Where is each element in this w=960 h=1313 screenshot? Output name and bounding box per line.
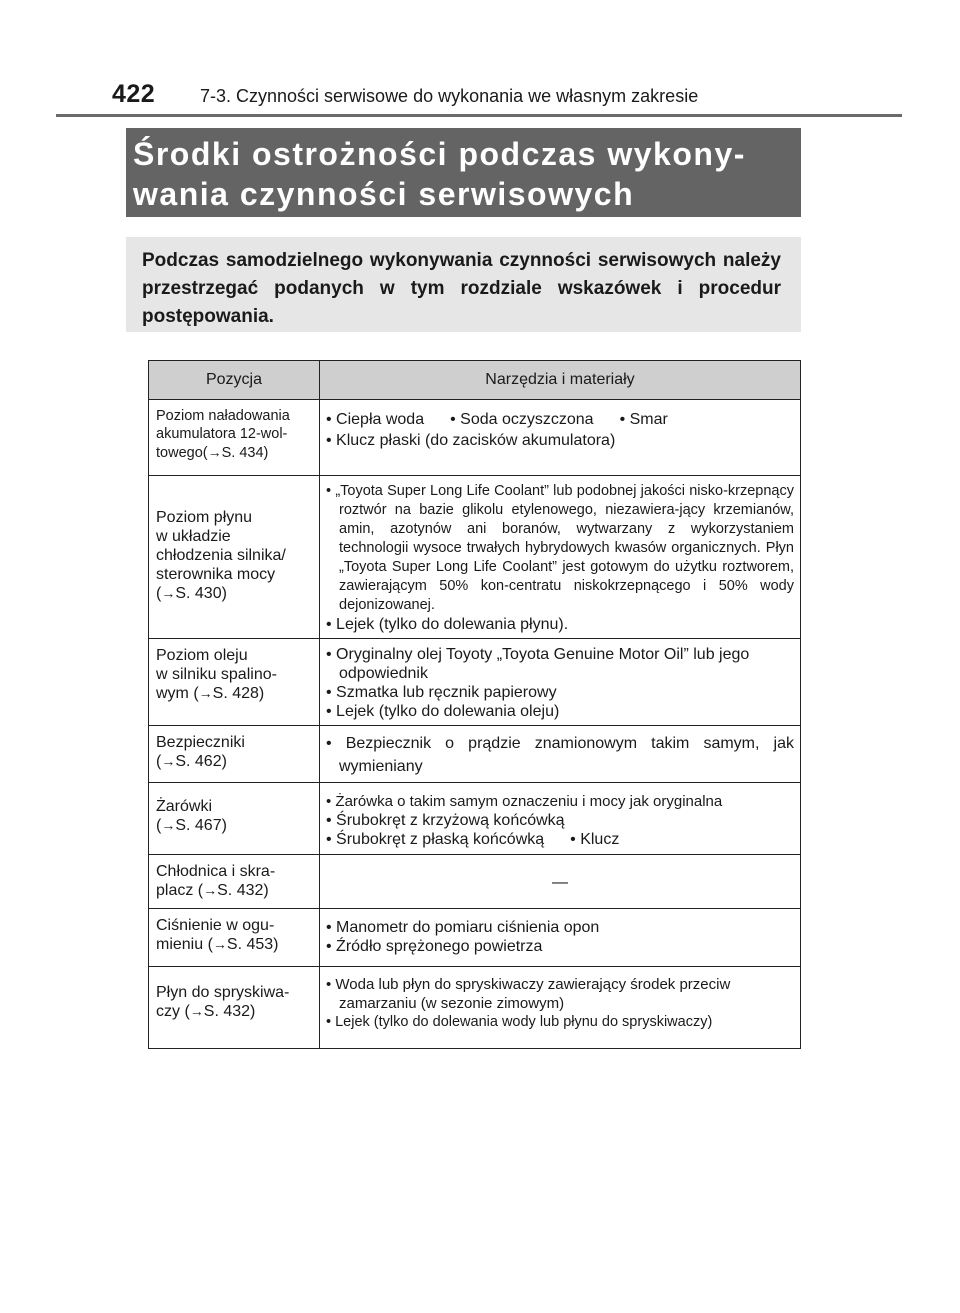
tools-table (148, 360, 801, 1049)
table-row (149, 783, 801, 855)
list-item: • Ciepła woda • Soda oczyszczona • Smar (326, 411, 668, 428)
page-header (112, 74, 902, 114)
page-number: 422 (112, 80, 156, 108)
table-row (149, 639, 801, 726)
section-title-line: Środki ostrożności podczas wykony- (133, 136, 746, 172)
page-reference[interactable]: S. 432) (217, 882, 269, 899)
table-row (149, 909, 801, 967)
arrow-right-icon: → (207, 444, 222, 460)
arrow-right-icon: → (189, 1003, 204, 1019)
position-cell: Poziom oleju w silniku spalino- wym (→S. 428) (149, 639, 320, 726)
position-cell: Ciśnienie w ogu- mieniu (→S. 453) (149, 909, 320, 967)
arrow-right-icon: → (161, 817, 176, 833)
list-item: • Lejek (tylko do dolewania wody lub płynu do spryskiwaczy) (326, 1014, 713, 1030)
list-item: • Oryginalny olej Toyoty „Toyota Genuine Motor Oil” lub jego odpowiednik (326, 646, 750, 682)
tools-cell (320, 639, 801, 726)
list-item: • Woda lub płyn do spryskiwaczy zawierający środek przeciw zamarzaniu (w sezonie zimowym) (326, 976, 731, 1012)
header-divider (56, 114, 902, 117)
tools-cell-empty: — (320, 855, 801, 909)
list-item: • Śrubokręt z płaską końcówką • Klucz (326, 831, 620, 848)
column-header-position: Pozycja (149, 361, 320, 400)
table-header-row (149, 361, 801, 400)
table-row (149, 476, 801, 639)
list-item: • Źródło sprężonego powietrza (326, 938, 543, 955)
table-row (149, 967, 801, 1049)
list-item: • Lejek (tylko do dolewania płynu). (326, 616, 569, 633)
arrow-right-icon: → (212, 936, 227, 952)
page-reference[interactable]: S. 428) (212, 685, 265, 702)
tools-cell (320, 967, 801, 1049)
tools-cell (320, 726, 801, 783)
list-item: • „Toyota Super Long Life Coolant” lub podobnej jakości nisko-krzepnący roztwór na bazie glikolu etylenowego, niezawiera-jący krzemianów, amin, azotynów ani boranów, wytwarzany z wykorzystaniem technologii wysoce trwałych hybrydowych kwasów organicznych. Płyn „Toyota Super Long Life Coolant” jest gotowym do użytku roztworem, zawierającym 50% kon-centratu niskokrzepnącego i 50% wody dejonizowanej. (326, 483, 794, 613)
tools-cell (320, 400, 801, 476)
position-cell: Poziom płynu w układzie chłodzenia silnika/ sterownika mocy (→S. 430) (149, 476, 320, 639)
position-cell: Bezpieczniki (→S. 462) (149, 726, 320, 783)
arrow-right-icon: → (161, 584, 176, 601)
arrow-right-icon: → (203, 882, 218, 898)
list-item: • Szmatka lub ręcznik papierowy (326, 684, 557, 701)
list-item: • Manometr do pomiaru ciśnienia opon (326, 919, 600, 936)
section-title-line: wania czynności serwisowych (133, 176, 635, 212)
tools-cell (320, 476, 801, 639)
table-row (149, 400, 801, 476)
column-header-tools: Narzędzia i materiały (320, 361, 801, 400)
list-item: • Żarówka o takim samym oznaczeniu i mocy jak oryginalna (326, 793, 723, 810)
arrow-right-icon: → (198, 685, 213, 701)
position-cell: Poziom naładowania akumulatora 12-wol- towego(→S. 434) (149, 400, 320, 476)
position-cell: Żarówki (→S. 467) (149, 783, 320, 855)
list-item: • Śrubokręt z krzyżową końcówką (326, 812, 565, 829)
chapter-title: 7-3. Czynności serwisowe do wykonania we własnym zakresie (200, 86, 699, 106)
page-reference[interactable]: S. 462) (175, 753, 227, 770)
tools-cell (320, 909, 801, 967)
position-cell: Chłodnica i skra- placz (→S. 432) (149, 855, 320, 909)
page-reference[interactable]: S. 467) (175, 817, 227, 834)
page-reference[interactable]: S. 453) (226, 936, 279, 953)
arrow-right-icon: → (161, 753, 176, 769)
page-reference[interactable]: S. 434) (221, 445, 269, 461)
list-item: • Bezpiecznik o prądzie znamionowym takim samym, jak wymieniany (326, 735, 794, 775)
table-row (149, 726, 801, 783)
page-reference[interactable]: S. 432) (203, 1003, 256, 1020)
intro-box: Podczas samodzielnego wykonywania czynności serwisowych należy przestrzegać podanych w tym rozdziale wskazówek i procedur postępowania. (126, 237, 801, 332)
list-item: • Klucz płaski (do zacisków akumulatora) (326, 432, 616, 449)
tools-cell (320, 783, 801, 855)
position-cell: Płyn do spryskiwa- czy (→S. 432) (149, 967, 320, 1049)
page-reference[interactable]: S. 430) (175, 584, 227, 602)
section-title (126, 128, 801, 217)
list-item: • Lejek (tylko do dolewania oleju) (326, 703, 560, 720)
table-row (149, 855, 801, 909)
